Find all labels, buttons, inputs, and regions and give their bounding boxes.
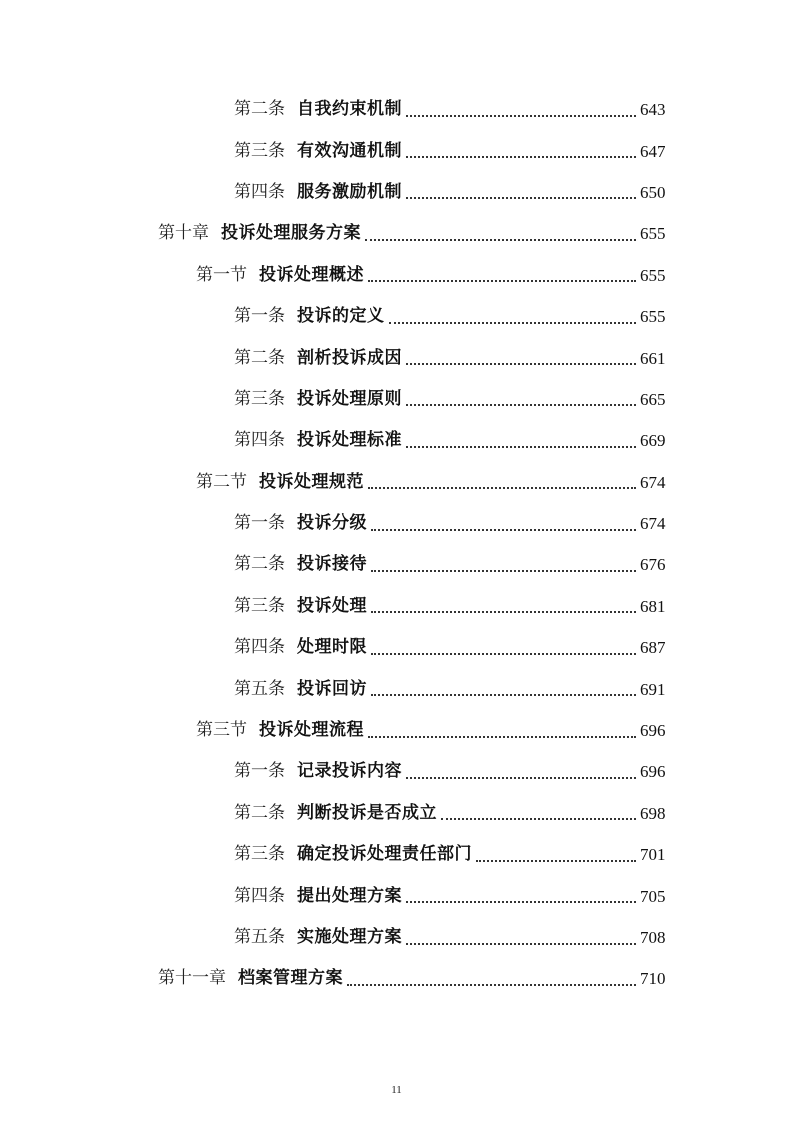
toc-entry-page: 674: [640, 472, 666, 492]
toc-entry-number: 第二条: [234, 802, 285, 823]
dot-leader: [368, 736, 636, 738]
toc-entry-title: 档案管理方案: [238, 968, 343, 989]
toc-entry-title: 有效沟通机制: [297, 140, 402, 161]
toc-entry[interactable]: [0, 958, 793, 999]
toc-entry-number: 第四条: [234, 181, 285, 202]
toc-entry-page: 674: [640, 514, 666, 534]
toc-entry-page: 708: [640, 928, 666, 947]
toc-entry-title: 投诉的定义: [297, 306, 385, 327]
toc-entry[interactable]: [0, 337, 793, 378]
toc-entry-number: 第一条: [234, 306, 285, 327]
dot-leader: [406, 404, 636, 406]
toc-entry-title: 投诉回访: [297, 678, 367, 699]
toc-entry-page: 655: [640, 307, 666, 327]
dot-leader: [371, 611, 636, 613]
toc-entry-number: 第五条: [234, 678, 285, 699]
dot-leader: [371, 570, 636, 572]
toc-entry-number: 第三节: [196, 720, 247, 741]
dot-leader: [368, 487, 636, 489]
toc-entry-number: 第三条: [234, 140, 285, 161]
dot-leader: [406, 446, 636, 448]
toc-entry-number: 第三条: [234, 844, 285, 865]
toc-entry-title: 投诉接待: [297, 554, 367, 575]
toc-entry[interactable]: [0, 130, 793, 171]
toc-entry-number: 第三条: [234, 388, 285, 409]
toc-entry-number: 第一节: [196, 264, 247, 285]
toc-entry-page: 696: [640, 721, 666, 741]
toc-entry[interactable]: [0, 586, 793, 627]
toc-entry[interactable]: [0, 462, 793, 503]
toc-entry[interactable]: [0, 627, 793, 668]
toc-entry-number: 第三条: [234, 595, 285, 616]
toc-entry-page: 643: [640, 100, 666, 120]
toc-entry-number: 第十章: [158, 223, 209, 244]
toc-entry-number: 第二节: [196, 471, 247, 492]
dot-leader: [406, 901, 636, 903]
toc-entry-title: 记录投诉内容: [297, 761, 402, 782]
toc-entry[interactable]: [0, 793, 793, 834]
toc-entry-title: 服务激励机制: [297, 181, 402, 202]
toc-entry[interactable]: [0, 544, 793, 585]
toc-entry-number: 第四条: [234, 637, 285, 658]
toc-entry-page: 701: [640, 845, 666, 865]
dot-leader: [406, 777, 636, 779]
toc-entry-title: 投诉处理原则: [297, 388, 402, 409]
dot-leader: [371, 653, 636, 655]
toc-entry-number: 第五条: [234, 927, 285, 947]
dot-leader: [406, 363, 636, 365]
dot-leader: [406, 943, 636, 945]
dot-leader: [347, 984, 636, 986]
toc-entry[interactable]: [0, 296, 793, 337]
toc-entry-page: 687: [640, 638, 666, 658]
toc-entry-number: 第一条: [234, 513, 285, 534]
toc-entry-title: 投诉分级: [297, 513, 367, 534]
toc-entry[interactable]: [0, 503, 793, 544]
dot-leader: [476, 860, 636, 862]
toc-entry-number: 第四条: [234, 885, 285, 906]
toc-entry-title: 处理时限: [297, 637, 367, 658]
page-number: 11: [391, 1084, 402, 1096]
toc-entry-number: 第十一章: [158, 968, 226, 989]
toc-entry[interactable]: [0, 668, 793, 709]
toc-entry[interactable]: [0, 917, 793, 958]
dot-leader: [365, 239, 636, 241]
toc-entry-title: 投诉处理规范: [259, 471, 364, 492]
toc-entry-title: 投诉处理标准: [297, 430, 402, 451]
dot-leader: [371, 694, 636, 696]
toc-entry[interactable]: [0, 710, 793, 751]
dot-leader: [371, 529, 636, 531]
dot-leader: [389, 322, 637, 324]
toc-entry-page: 647: [640, 141, 666, 161]
toc-entry[interactable]: [0, 751, 793, 792]
toc-entry-title: 投诉处理服务方案: [221, 223, 361, 244]
toc-entry-title: 实施处理方案: [297, 927, 402, 947]
toc-entry-number: 第一条: [234, 761, 285, 782]
toc-entry-page: 691: [640, 679, 666, 699]
dot-leader: [406, 156, 636, 158]
dot-leader: [406, 115, 636, 117]
toc-entry-number: 第二条: [234, 554, 285, 575]
toc-entry[interactable]: [0, 379, 793, 420]
toc-entry[interactable]: [0, 420, 793, 461]
dot-leader: [368, 280, 636, 282]
toc-entry-page: 669: [640, 431, 666, 451]
toc-entry[interactable]: [0, 172, 793, 213]
toc-entry[interactable]: [0, 255, 793, 296]
toc-entry-title: 自我约束机制: [297, 99, 402, 120]
toc-entry-page: 665: [640, 389, 666, 409]
toc-entry[interactable]: [0, 875, 793, 916]
toc-entry-title: 投诉处理: [297, 595, 367, 616]
dot-leader: [441, 818, 636, 820]
toc-entry-page: 650: [640, 182, 666, 202]
toc-entry[interactable]: [0, 89, 793, 130]
toc-entry-number: 第二条: [234, 99, 285, 120]
toc-entry[interactable]: [0, 834, 793, 875]
toc-entry-page: 705: [640, 886, 666, 906]
toc-entry-title: 投诉处理概述: [259, 264, 364, 285]
toc-entry[interactable]: [0, 213, 793, 254]
dot-leader: [406, 197, 636, 199]
toc-entry-page: 698: [640, 803, 666, 823]
toc-entry-number: 第四条: [234, 430, 285, 451]
toc-entry-page: 681: [640, 596, 666, 616]
toc-entry-page: 655: [640, 265, 666, 285]
toc-entry-title: 提出处理方案: [297, 885, 402, 906]
toc-entry-page: 676: [640, 555, 666, 575]
toc-entry-page: 710: [640, 969, 666, 989]
toc-entry-title: 投诉处理流程: [259, 720, 364, 741]
toc-entry-page: 661: [640, 348, 666, 368]
toc-entry-title: 剖析投诉成因: [297, 347, 402, 368]
toc-entry-title: 确定投诉处理责任部门: [297, 844, 472, 865]
table-of-contents: [0, 89, 793, 1000]
toc-entry-title: 判断投诉是否成立: [297, 802, 437, 823]
toc-entry-number: 第二条: [234, 347, 285, 368]
toc-entry-page: 655: [640, 224, 666, 244]
toc-entry-page: 696: [640, 762, 666, 782]
